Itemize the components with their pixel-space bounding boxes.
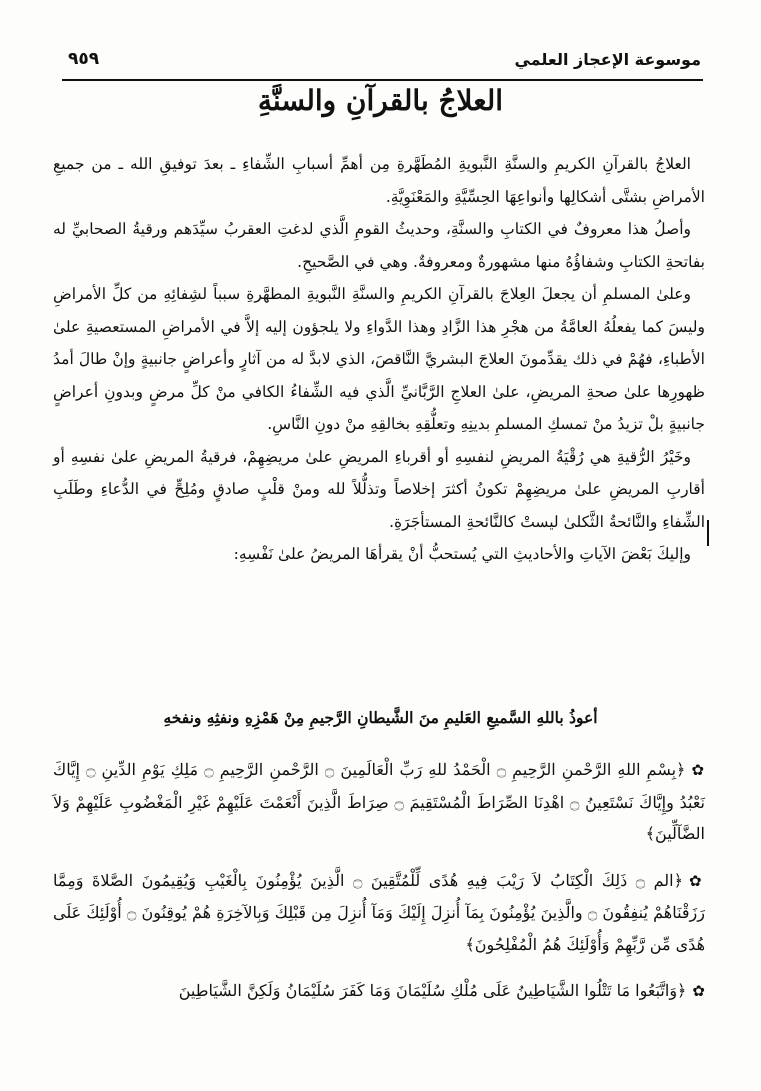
verse-text: ﴿بِسْمِ اللهِ الرَّحْمنِ الرَّحِيمِ ۝ الْحَمْدُ للهِ رَبِّ الْعَالَمِينَ ۝ الرَّحْمنِ الرَّحِيمِ ۝ مَلِكِ يَوْمِ الدِّينِ ۝ إِيَّاكَ نَعْبُدُ وإِيَّاكَ نَسْتَعِينُ ۝ اهْدِنَا الصِّرَاطَ الْمُسْتَقِيمَ ۝ صِرَاطَ الَّذِينَ أَنْعَمْتَ عَلَيْهِمْ غَيْرِ الْمَغْضُوبِ عَلَيْهِمْ وَلاَ الضَّآلِّينَ﴾ [53, 760, 706, 843]
paragraph: وإليكَ بَعْضَ الآياتِ والأحاديثِ التي يُستحبُّ أنْ يقرأهَا المريضُ علىٰ نَفْسِهِ: [233, 545, 691, 563]
verse-text: ﴿الم ۝ ذَلِكَ الْكِتَابُ لاَ رَيْبَ فِيهِ هُدًى لِّلْمُتَّقِينَ ۝ الَّذِينَ يُؤْمِنُونَ بِالْغَيْبِ وَيُقِيمُونَ الصَّلاةَ وَمِمَّا رَزَقْنَاهُمْ يُنفِقُونَ ۝ والَّذِينَ يُؤْمِنُونَ بِمَآ أُنزِلَ إِلَيْكَ وَمَآ أُنزِلَ مِن قَبْلِكَ وَبِالآخِرَةِ هُمْ يُوقِنُونَ ۝ أُوْلَئِكَ عَلَى هُدًى مِّن رَّبِّهِمْ وَأُوْلَئِكَ هُمُ الْمُفْلِحُونَ﴾ [53, 870, 706, 954]
page-number: ٩٥٩ [68, 49, 100, 69]
margin-mark [707, 520, 709, 546]
quran-verses [53, 754, 705, 1023]
istiadha-invocation: أعوذُ باللهِ السَّميعِ العَليمِ منَ الشَّيطانِ الرَّجيمِ مِنْ هَمْزِهِ ونفثِهِ ونفخهِ [163, 708, 598, 727]
verse-text: ﴿وَاتَّبَعُوا مَا تَتْلُوا الشَّيَاطِينُ عَلَى مُلْكِ سُلَيْمَانَ وَمَا كَفَرَ سُلَيْمَانُ وَلَكِنَّ الشَّيَاطِينَ [178, 981, 687, 1000]
verse-block [53, 754, 705, 850]
flower-bullet-icon: ✿ [691, 761, 706, 779]
paragraph: وخَيْرُ الرُّقيةِ هي رُقْيَةُ المريضِ لنفسِهِ أو أقرباءِ المريضِ علىٰ مريضِهِمْ، فرقيةُ المريضِ علىٰ نفسِهِ أو أقاربِ المريضِ علىٰ مريضِهِمْ تكونُ أكثرَ إخلاصاً وتذلُّلاً لله ومنْ قلْبٍ صادقٍ ومُلِحٍّ في الدُّعاءِ وطَلَبِ الشِّفاءِ والنَّائحةُ الثَّكلىٰ ليستْ كالنَّائحةِ المستأجَرَةِ. [53, 447, 705, 531]
flower-bullet-icon: ✿ [692, 982, 705, 1000]
flower-bullet-icon: ✿ [689, 871, 706, 890]
header-divider [62, 79, 703, 81]
running-header-title: موسوعة الإعجاز العلمي [514, 50, 701, 69]
paragraph: وعلىٰ المسلمِ أن يجعلَ العِلاجَ بالقرآنِ الكريمِ والسنَّةِ النَّبويةِ المطهَّرةِ سبباً لشِفائِهِ من كلِّ الأمراضِ وليسَ كما يفعلُهُ العامَّةُ من هجْرِ هذا الزَّادِ وهذا الدَّواءِ ولا يلجؤون إليه إلاَّ في الأمراضِ المستعصيةِ علىٰ الأطباءِ، فهُمْ في ذلك يقدِّمونَ العلاجَ البشريَّ النَّاقصَ، الذي لابدَّ له من آثارٍ وأعراضٍ جانبيةٍ وإنْ طالَ أمدُ ظهورِها علىٰ صحةِ المريضِ، علىٰ العلاجِ الرَّبَّانيِّ الَّذي فيه الشِّفاءُ الكافي منْ كلِّ مرضٍ وبدونِ أعراضٍ جانبيةٍ بلْ تزيدُ منْ تمسكِ المسلمِ بدينِهِ وتعلُّقِهِ بخالقِهِ منْ دونِ النَّاسِ. [53, 285, 705, 433]
paragraph: العلاجُ بالقرآنِ الكريمِ والسنَّةِ النَّبويةِ المُطَهَّرةِ مِن أهمِّ أسبابِ الشِّفاءِ ـ بعدَ توفيقِ الله ـ من جميعِ الأمراضِ بشتَّى أشكالِها وأنواعِهَا الحِسِّيَّةِ والمَعْنَوِيَّةِ. [53, 155, 705, 206]
paragraph: وأصلُ هذا معروفٌ في الكتابِ والسنَّةِ، وحديثُ القومِ الَّذي لدغتِ العقربُ سيِّدَهم ورقيةُ الصحابيِّ له بفاتحةِ الكتابِ وشفاؤُهُ منها مشهورةٌ ومعروفةٌ. وهي في الصَّحيحِ. [53, 220, 705, 271]
section-heading: العلاجُ بالقرآنِ والسنَّةِ [257, 84, 504, 117]
verse-block [53, 865, 705, 961]
verse-block [53, 975, 705, 1008]
body-text [53, 148, 705, 571]
